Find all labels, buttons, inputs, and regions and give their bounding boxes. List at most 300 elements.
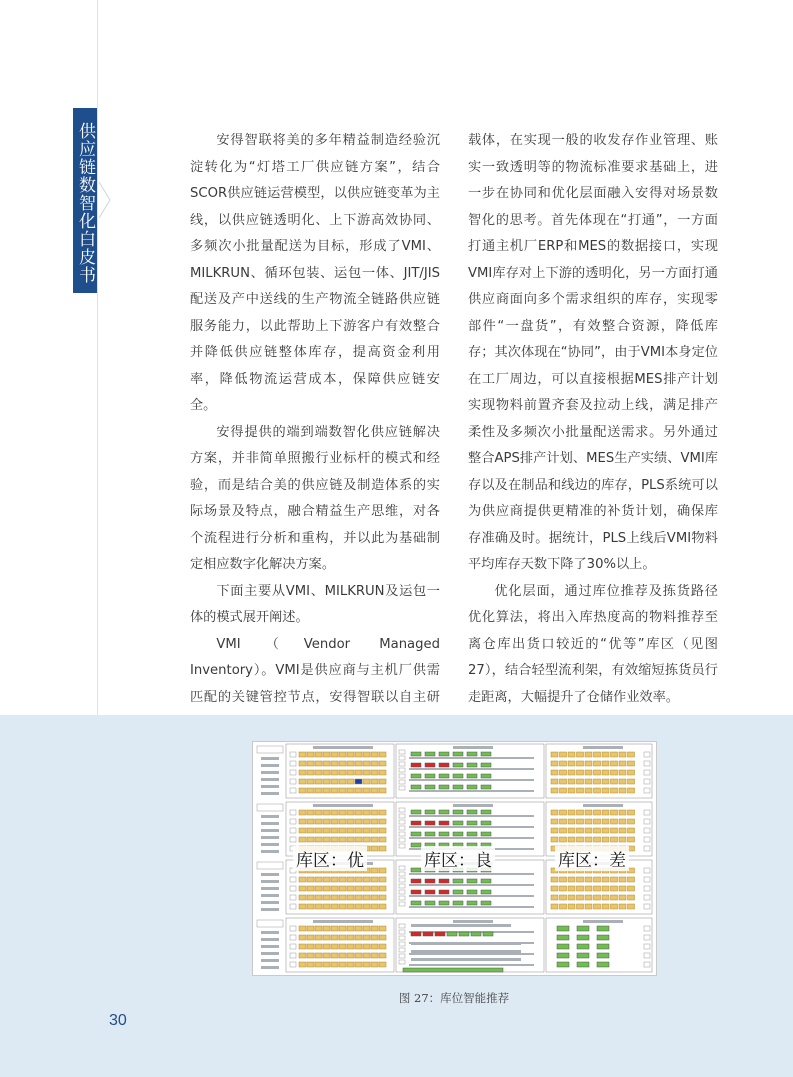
flow-rack-slot xyxy=(425,774,435,778)
rack-slot xyxy=(568,810,575,815)
bin-slot xyxy=(399,954,405,958)
rack-slot xyxy=(299,761,306,766)
figure-caption: 图 27：库位智能推荐 xyxy=(398,991,510,1005)
rack-slot xyxy=(323,953,330,958)
rack-slot xyxy=(628,752,635,757)
rack-slot xyxy=(568,828,575,833)
rack-slot xyxy=(323,962,330,967)
zone-header xyxy=(583,920,623,923)
rack-end xyxy=(644,904,650,909)
rack-slot xyxy=(611,895,618,900)
aisle-line xyxy=(409,757,534,759)
flow-rack-slot xyxy=(439,879,449,883)
bin-slot xyxy=(399,930,405,934)
rack-slot xyxy=(323,904,330,909)
flow-rack-slot xyxy=(411,890,421,894)
rack-slot xyxy=(339,962,346,967)
body-paragraph: 下面主要从VMI、MILKRUN及运包一体的模式展开阐述。 xyxy=(190,583,440,625)
rack-slot xyxy=(299,810,306,815)
flow-rack-slot xyxy=(411,843,421,847)
flow-rack-slot xyxy=(411,752,421,756)
rack-end xyxy=(290,837,296,842)
rack-slot xyxy=(331,788,338,793)
flow-rack-slot xyxy=(411,832,421,836)
rack-slot xyxy=(619,770,626,775)
rack-slot xyxy=(331,828,338,833)
rack-slot xyxy=(568,837,575,842)
rack-slot xyxy=(371,944,378,949)
flow-rack-slot xyxy=(411,774,421,778)
rack-slot xyxy=(315,944,322,949)
flow-rack-slot xyxy=(439,890,449,894)
rack-slot xyxy=(339,895,346,900)
rack-slot xyxy=(331,944,338,949)
dock-lane xyxy=(261,792,279,795)
rack-slot xyxy=(307,935,314,940)
rack-slot xyxy=(299,828,306,833)
rack-slot xyxy=(379,877,386,882)
flow-rack-slot xyxy=(439,821,449,825)
rack-slot xyxy=(619,779,626,784)
rack-slot xyxy=(602,788,609,793)
rack-slot xyxy=(355,761,362,766)
rack-slot xyxy=(560,788,567,793)
rack-slot xyxy=(602,819,609,824)
rack-slot xyxy=(611,761,618,766)
flow-rack-slot xyxy=(411,810,421,814)
flow-rack-slot xyxy=(425,763,435,767)
flow-rack-slot xyxy=(403,968,503,972)
rack-slot xyxy=(602,837,609,842)
bin-slot xyxy=(399,838,405,842)
rack-slot xyxy=(363,779,370,784)
aisle-line xyxy=(411,950,521,953)
rack-slot xyxy=(551,837,558,842)
dock-lane xyxy=(261,880,279,883)
zone-header xyxy=(313,746,373,749)
rack-slot xyxy=(307,828,314,833)
rack-slot xyxy=(339,944,346,949)
rack-slot xyxy=(339,810,346,815)
left-text-column xyxy=(190,128,440,764)
bin-slot xyxy=(399,826,405,830)
rack-slot xyxy=(379,752,386,757)
rack-slot xyxy=(611,904,618,909)
rack-slot xyxy=(611,788,618,793)
rack-slot xyxy=(347,837,354,842)
flow-rack-slot xyxy=(425,752,435,756)
aisle-line xyxy=(409,815,534,817)
bin-slot xyxy=(557,953,569,958)
flow-rack-slot xyxy=(453,890,463,894)
rack-slot xyxy=(371,770,378,775)
rack-slot xyxy=(315,761,322,766)
rack-slot xyxy=(585,886,592,891)
rack-slot xyxy=(585,810,592,815)
flow-rack-slot xyxy=(483,932,493,936)
flow-rack-slot xyxy=(411,901,421,905)
rack-slot xyxy=(315,904,322,909)
flow-rack-slot xyxy=(425,890,435,894)
rack-slot xyxy=(331,962,338,967)
rack-slot xyxy=(307,877,314,882)
zone-header xyxy=(583,746,623,749)
rack-end xyxy=(290,828,296,833)
rack-slot xyxy=(299,788,306,793)
dock-label xyxy=(257,920,283,927)
flow-rack-slot xyxy=(411,821,421,825)
rack-slot xyxy=(299,944,306,949)
dock-lane xyxy=(261,771,279,774)
rack-slot xyxy=(551,810,558,815)
rack-end xyxy=(644,810,650,815)
bin-slot xyxy=(577,944,589,949)
rack-slot xyxy=(355,944,362,949)
rack-end xyxy=(644,788,650,793)
rack-slot xyxy=(628,770,635,775)
dock-lane xyxy=(261,850,279,853)
tab-chevron-icon xyxy=(98,180,112,220)
rack-slot xyxy=(331,886,338,891)
rack-slot xyxy=(339,837,346,842)
rack-slot xyxy=(585,761,592,766)
rack-slot xyxy=(628,788,635,793)
rack-slot xyxy=(628,779,635,784)
rack-slot xyxy=(323,770,330,775)
rack-slot xyxy=(577,770,584,775)
flow-rack-slot xyxy=(435,932,445,936)
rack-end xyxy=(644,953,650,958)
rack-slot xyxy=(347,828,354,833)
rack-slot xyxy=(347,752,354,757)
rack-slot xyxy=(363,828,370,833)
rack-slot xyxy=(619,819,626,824)
dock-lane xyxy=(261,959,279,962)
flow-rack-slot xyxy=(471,932,481,936)
rack-slot xyxy=(551,788,558,793)
flow-rack-slot xyxy=(423,932,433,936)
flow-rack-slot xyxy=(467,763,477,767)
rack-slot xyxy=(363,953,370,958)
rack-slot xyxy=(560,752,567,757)
dock-lane xyxy=(261,894,279,897)
right-text-column xyxy=(468,128,718,711)
rack-slot xyxy=(560,877,567,882)
rack-slot xyxy=(611,770,618,775)
rack-slot xyxy=(355,752,362,757)
rack-slot xyxy=(307,752,314,757)
bin-slot xyxy=(399,750,405,754)
rack-slot xyxy=(602,752,609,757)
rack-slot xyxy=(379,935,386,940)
dock-lane xyxy=(261,815,279,818)
rack-slot xyxy=(577,886,584,891)
rack-slot xyxy=(602,810,609,815)
rack-slot xyxy=(594,752,601,757)
rack-slot xyxy=(551,895,558,900)
rack-slot xyxy=(619,837,626,842)
rack-slot xyxy=(594,895,601,900)
aisle-line xyxy=(409,906,534,908)
rack-slot xyxy=(594,810,601,815)
rack-slot xyxy=(315,877,322,882)
rack-slot xyxy=(628,819,635,824)
flow-rack-slot xyxy=(439,785,449,789)
rack-slot xyxy=(323,752,330,757)
rack-slot xyxy=(602,779,609,784)
aisle-line xyxy=(411,942,521,945)
rack-slot xyxy=(379,819,386,824)
rack-slot xyxy=(307,904,314,909)
rack-slot xyxy=(363,962,370,967)
rack-slot xyxy=(577,788,584,793)
bin-slot xyxy=(399,924,405,928)
rack-end xyxy=(644,868,650,873)
rack-slot xyxy=(560,895,567,900)
rack-slot xyxy=(619,788,626,793)
dock-lane xyxy=(261,836,279,839)
rack-slot xyxy=(619,761,626,766)
rack-end xyxy=(290,779,296,784)
dock-lane xyxy=(261,901,279,904)
dock-lane xyxy=(261,952,279,955)
rack-slot xyxy=(355,895,362,900)
section-side-tab xyxy=(73,108,97,293)
rack-slot xyxy=(619,904,626,909)
rack-slot xyxy=(379,779,386,784)
zone-label-good: 库区：优 xyxy=(293,846,367,871)
rack-slot xyxy=(371,810,378,815)
rack-slot xyxy=(560,886,567,891)
rack-slot xyxy=(585,788,592,793)
rack-slot xyxy=(628,761,635,766)
rack-slot xyxy=(628,904,635,909)
dock-label xyxy=(257,746,283,753)
rack-end xyxy=(290,904,296,909)
rack-slot xyxy=(577,810,584,815)
rack-slot xyxy=(307,810,314,815)
rack-slot xyxy=(551,886,558,891)
flow-rack-slot xyxy=(439,774,449,778)
dock-lane xyxy=(261,945,279,948)
rack-slot xyxy=(594,761,601,766)
aisle-line xyxy=(409,953,534,955)
zone-header xyxy=(313,920,373,923)
flow-rack-slot xyxy=(481,832,491,836)
body-paragraph: 安得智联将美的多年精益制造经验沉淀转化为“灯塔工厂供应链方案”，结合SCOR供应链运营模型，以供应链变革为主线，以供应链透明化、上下游高效协同、多频次小批量配送为目标，形成了VMI、MILKRUN、循环包装、运包一体、JIT/JIS配送及产中送线的生产物流全链路供应链服务能力，以此帮助上下游客户有效整合并降低供应链整体库存，提高资金利用率，降低物流运营成本，保障供应链安全。 xyxy=(190,133,440,413)
rack-slot xyxy=(585,895,592,900)
rack-slot xyxy=(379,761,386,766)
rack-slot xyxy=(339,953,346,958)
flow-rack-slot xyxy=(481,890,491,894)
rack-slot xyxy=(568,877,575,882)
rack-slot xyxy=(331,810,338,815)
rack-slot xyxy=(307,962,314,967)
rack-slot xyxy=(363,752,370,757)
rack-slot xyxy=(323,761,330,766)
rack-slot xyxy=(585,779,592,784)
rack-end xyxy=(644,944,650,949)
body-paragraph: 优化层面，通过库位推荐及拣货路径优化算法，将出入库热度高的物料推荐至离仓库出货口较近的“优等”库区（见图27），结合轻型流利架，有效缩短拣货员行走距离，大幅提升了仓储作业效率。 xyxy=(468,583,718,705)
rack-slot xyxy=(371,788,378,793)
rack-slot xyxy=(299,962,306,967)
aisle-line xyxy=(411,958,521,961)
flow-rack-slot xyxy=(411,879,421,883)
flow-rack-slot xyxy=(439,901,449,905)
rack-slot xyxy=(379,770,386,775)
bin-slot xyxy=(577,926,589,931)
rack-slot xyxy=(339,752,346,757)
rack-slot xyxy=(299,935,306,940)
rack-slot xyxy=(323,926,330,931)
rack-slot xyxy=(299,877,306,882)
body-paragraph: 安得提供的端到端数智化供应链解决方案，并非简单照搬行业标杆的模式和经验，而是结合美的供应链及制造体系的实际场景及特点，融合精益生产思维，对各个流程进行分析和重构，并以此为基础制定相应数字化解决方案。 xyxy=(190,424,440,572)
rack-slot xyxy=(594,770,601,775)
rack-slot xyxy=(299,770,306,775)
rack-slot xyxy=(577,752,584,757)
rack-slot xyxy=(331,819,338,824)
bin-slot xyxy=(577,935,589,940)
rack-slot xyxy=(323,828,330,833)
rack-slot xyxy=(363,944,370,949)
body-paragraph-continued: 载体，在实现一般的收发存作业管理、账实一致透明等的物流标准要求基础上，进一步在协同和优化层面融入安得对场景数智化的思考。首先体现在“打通”，一方面打通主机厂ERP和MES的数据接口，实现VMI库存对上下游的透明化，另一方面打通供应商面向多个需求组织的库存，实现零部件“一盘货”，有效整合资源，降低库存；其次体现在“协同”，由于VMI本身定位在工厂周边，可以直接根据MES排产计划实现物料前置齐套及拉动上线，满足排产柔性及多频次小批量配送需求。另外通过整合APS排产计划、MES生产实绩、VMI库存以及在制品和线边的库存，PLS系统可以为供应商提供更精准的补货计划，确保库存准确及时。据统计，PLS上线后VMI物料平均库存天数下降了30%以上。 xyxy=(468,133,718,572)
flow-rack-slot xyxy=(411,868,421,872)
rack-slot xyxy=(363,926,370,931)
rack-slot xyxy=(379,837,386,842)
rack-slot xyxy=(379,944,386,949)
rack-slot xyxy=(619,877,626,882)
rack-slot xyxy=(347,770,354,775)
bin-slot xyxy=(399,762,405,766)
bin-slot xyxy=(399,902,405,906)
flow-rack-slot xyxy=(453,763,463,767)
rack-slot xyxy=(379,868,386,873)
rack-slot xyxy=(347,962,354,967)
dock-lane xyxy=(261,931,279,934)
rack-slot xyxy=(299,926,306,931)
aisle-line xyxy=(409,964,534,966)
flow-rack-slot xyxy=(481,774,491,778)
flow-rack-slot xyxy=(425,821,435,825)
flow-rack-slot xyxy=(481,785,491,789)
bin-slot xyxy=(399,786,405,790)
flow-rack-slot xyxy=(439,810,449,814)
flow-rack-slot xyxy=(481,901,491,905)
rack-slot xyxy=(628,877,635,882)
rack-slot xyxy=(602,828,609,833)
bin-slot xyxy=(399,866,405,870)
bin-slot xyxy=(577,962,589,967)
flow-rack-slot xyxy=(447,932,457,936)
rack-slot xyxy=(355,904,362,909)
rack-slot xyxy=(585,828,592,833)
bin-slot xyxy=(399,814,405,818)
rack-slot xyxy=(355,877,362,882)
rack-slot xyxy=(331,926,338,931)
rack-slot xyxy=(331,761,338,766)
dock-lane xyxy=(261,908,279,911)
bin-slot xyxy=(399,774,405,778)
flow-rack-slot xyxy=(411,785,421,789)
rack-slot xyxy=(594,877,601,882)
flow-rack-slot xyxy=(467,810,477,814)
rack-end xyxy=(644,877,650,882)
dock-lane xyxy=(261,966,279,969)
rack-slot xyxy=(339,886,346,891)
rack-end xyxy=(644,770,650,775)
rack-slot xyxy=(371,761,378,766)
rack-slot xyxy=(585,837,592,842)
rack-slot xyxy=(355,819,362,824)
aisle-line xyxy=(409,790,534,792)
zone-header xyxy=(453,746,493,749)
rack-slot xyxy=(347,935,354,940)
rack-slot xyxy=(355,953,362,958)
zone-header xyxy=(583,804,623,807)
rack-slot xyxy=(551,877,558,882)
rack-slot xyxy=(323,788,330,793)
bin-slot xyxy=(557,944,569,949)
rack-slot xyxy=(628,895,635,900)
flow-rack-slot xyxy=(425,879,435,883)
aisle-line xyxy=(409,884,534,886)
rack-slot xyxy=(331,779,338,784)
rack-slot xyxy=(363,770,370,775)
rack-slot xyxy=(602,895,609,900)
rack-slot xyxy=(363,895,370,900)
rack-slot xyxy=(619,828,626,833)
rack-slot xyxy=(379,886,386,891)
rack-end xyxy=(290,935,296,940)
rack-slot xyxy=(628,828,635,833)
rack-end xyxy=(644,886,650,891)
rack-slot xyxy=(323,877,330,882)
rack-slot xyxy=(560,904,567,909)
rack-slot xyxy=(568,886,575,891)
rack-slot xyxy=(551,828,558,833)
rack-slot xyxy=(585,770,592,775)
rack-slot xyxy=(299,837,306,842)
rack-slot xyxy=(363,761,370,766)
rack-end xyxy=(644,828,650,833)
rack-slot xyxy=(331,752,338,757)
rack-end xyxy=(290,962,296,967)
rack-slot xyxy=(551,752,558,757)
rack-slot xyxy=(307,895,314,900)
rack-slot xyxy=(568,779,575,784)
aisle-line xyxy=(409,837,534,839)
rack-slot xyxy=(371,837,378,842)
rack-slot xyxy=(331,935,338,940)
rack-slot xyxy=(371,926,378,931)
rack-slot xyxy=(331,904,338,909)
aisle-line xyxy=(409,826,534,828)
rack-slot xyxy=(363,837,370,842)
rack-slot xyxy=(577,837,584,842)
rack-slot xyxy=(577,895,584,900)
bin-slot xyxy=(399,768,405,772)
flow-rack-slot xyxy=(467,785,477,789)
zone-label-medium: 库区：良 xyxy=(421,846,495,871)
rack-slot xyxy=(323,837,330,842)
rack-end xyxy=(290,926,296,931)
rack-end xyxy=(290,752,296,757)
rack-slot xyxy=(611,828,618,833)
flow-rack-slot xyxy=(467,890,477,894)
rack-slot xyxy=(628,810,635,815)
dock-lane xyxy=(261,764,279,767)
rack-slot xyxy=(577,877,584,882)
